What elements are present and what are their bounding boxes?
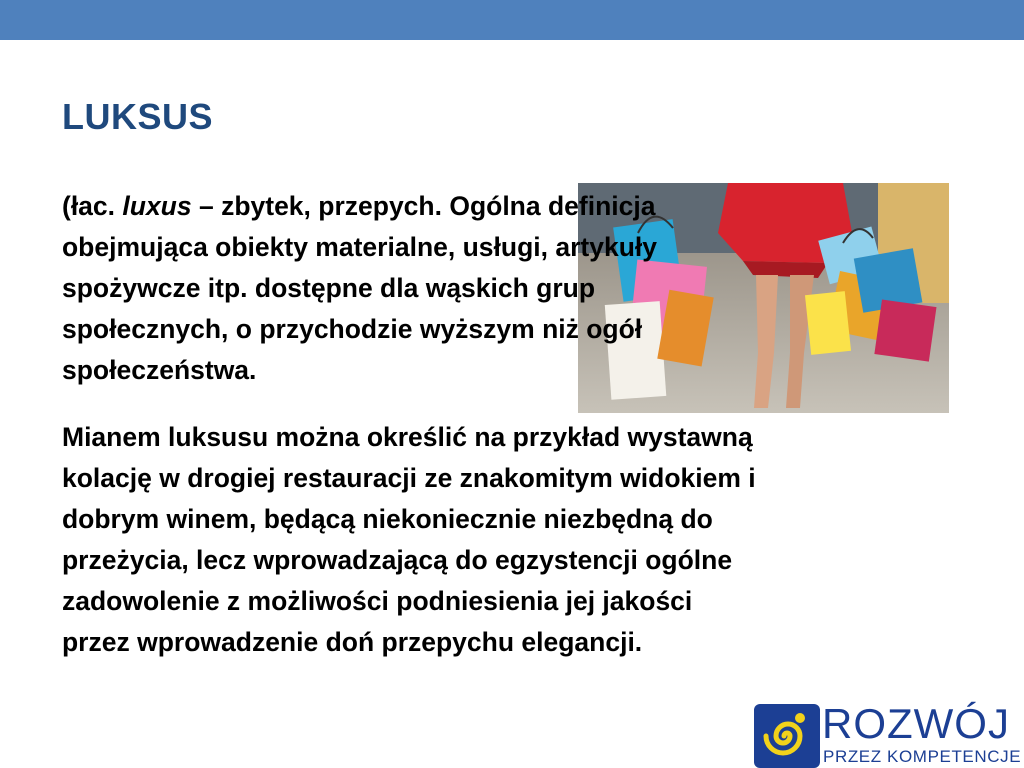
definition-line: obejmująca obiekty materialne, usługi, artykuły	[62, 232, 657, 262]
logo-word: ROZWÓJ	[822, 700, 1010, 747]
example-line: zadowolenie z możliwości podniesienia jej jakości	[62, 586, 693, 616]
rozwoj-logo	[752, 700, 1024, 768]
example-line: przez wprowadzenie doń przepychu elegancji.	[62, 627, 643, 657]
definition-prefix: (łac.	[62, 191, 123, 221]
logo-subtitle: PRZEZ KOMPETENCJE	[823, 747, 1022, 766]
spiral-logo-icon	[754, 704, 820, 768]
example-line: dobrym winem, będącą niekoniecznie niezbędną do	[62, 504, 713, 534]
definition-line: spożywcze itp. dostępne dla wąskich grup	[62, 273, 596, 303]
top-accent-bar	[0, 0, 1024, 40]
definition-line	[62, 186, 962, 227]
example-paragraph	[62, 417, 962, 663]
definition-paragraph	[62, 186, 962, 391]
example-line: kolację w drogiej restauracji ze znakomitym widokiem i	[62, 463, 756, 493]
example-line: Mianem luksusu można określić na przykład wystawną	[62, 422, 753, 452]
latin-term: luxus	[122, 191, 192, 221]
definition-line: społeczeństwa.	[62, 355, 257, 385]
slide-title: LUKSUS	[62, 96, 214, 137]
definition-line-rest: – zbytek, przepych. Ogólna definicja	[191, 191, 656, 221]
definition-line: społecznych, o przychodzie wyższym niż ogół	[62, 314, 643, 344]
example-line: przeżycia, lecz wprowadzającą do egzystencji ogólne	[62, 545, 733, 575]
